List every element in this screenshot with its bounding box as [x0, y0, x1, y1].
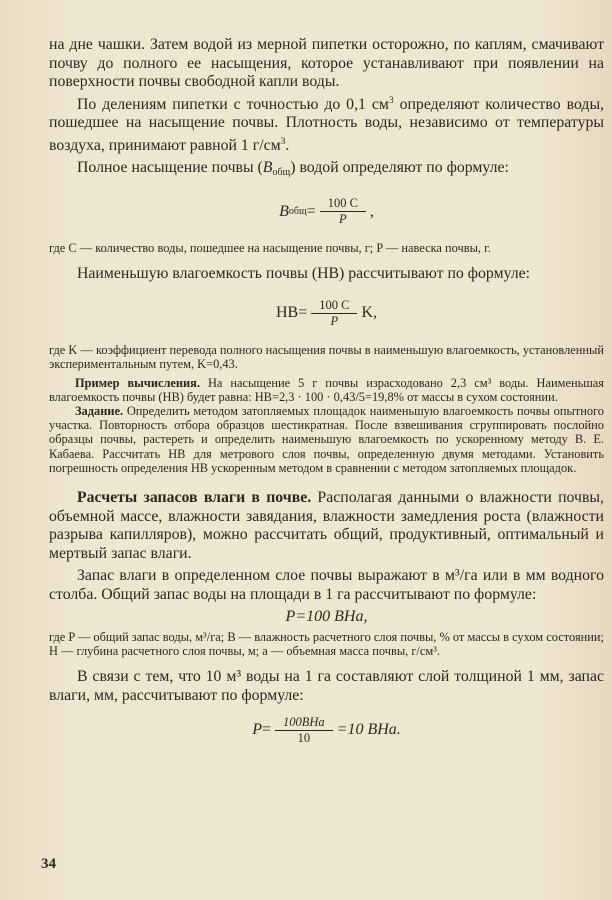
formula-nv — [49, 283, 604, 343]
denominator: P — [330, 313, 339, 328]
task-paragraph — [49, 404, 604, 475]
page-number: 34 — [41, 856, 56, 872]
formula-total-reserve: P=100 BHa, — [285, 608, 368, 626]
formula-equals: = — [306, 202, 316, 220]
formula-tail: K, — [361, 304, 378, 322]
denominator: 10 — [297, 730, 311, 745]
paragraph-full-saturation — [49, 159, 604, 183]
paragraph-pipette — [49, 92, 604, 156]
text: Полное насыщение почвы ( — [77, 159, 263, 176]
numerator: 100BHa — [275, 715, 333, 731]
formula-lhs: НВ — [275, 304, 299, 322]
numerator: 100 C — [311, 298, 357, 314]
where-note-2: где K — коэффициент перевода полного насыщения почвы в наименьшую влагоемкость, установленный экспериментальным путем, K=0,43. — [49, 343, 604, 372]
formula-fraction — [320, 196, 366, 227]
subscript: общ — [272, 167, 291, 178]
task-text: Определить методом затопляемых площадок наименьшую влагоемкость почвы опытного участка. Повторность отбора образцов шестикратная. После взвешивания сгруппировать послойно образцы почвы, растереть и определить наименьшую влагоемкость по ускоренному методу В. Е. Кабаева. Рассчитать НВ для метрового слоя почвы, определенную двумя методами. Установить погрешность определения НВ ускоренным методом в сравнении с методом затопляемых площадок. — [49, 404, 604, 475]
text-line: на дне чашки. Затем водой из мерной пипетки осторожно, по каплям, смачивают почву до полного ее насыщения, которое устанавливают при появлении на поверхности почвы свободной капли воды. — [49, 36, 604, 90]
task-label: Задание. — [75, 404, 124, 419]
formula-fraction — [275, 715, 333, 746]
paragraph-intro — [49, 36, 604, 92]
text: ) водой определяют по формуле: — [290, 159, 509, 176]
formula-subscript: общ — [288, 206, 307, 217]
where-note-3: где P — общий запас воды, м³/га; B — влажность расчетного слоя почвы, % от массы в сухом состоянии; H — глубина расчетного слоя почвы, м; a — объемная масса почвы, г/см³. — [49, 630, 604, 659]
section-moisture-reserves — [49, 489, 604, 563]
denominator: P — [338, 212, 347, 226]
numerator: 100 C — [320, 196, 366, 212]
formula-equals: = — [298, 304, 308, 322]
text-column — [49, 36, 604, 755]
where-note-1: где C — количество воды, пошедшее на насыщение почвы, г; P — навеска почвы, г. — [49, 240, 491, 255]
example-paragraph — [49, 376, 604, 404]
paragraph-mm: В связи с тем, что 10 м³ воды на 1 га составляют слой толщиной 1 мм, запас влаги, мм, рассчитывают по формуле: — [49, 668, 604, 704]
formula-lhs: P — [252, 721, 262, 739]
example-text: На насыщение 5 г почвы израсходовано 2,3 см³ воды. Наименьшая влагоемкость почвы (НВ) будет равна: НВ=2,3 · 100 · 0,43/5=19,8% от массы в сухом состоянии. — [49, 375, 604, 404]
superscript: 3 — [388, 95, 394, 106]
text: . — [285, 136, 290, 154]
formula-tail: =10 BHa. — [336, 721, 401, 739]
variable: B — [262, 159, 273, 176]
section-heading: Расчеты запасов влаги в почве. — [77, 489, 312, 507]
formula-tail: , — [369, 202, 374, 220]
paragraph-nv: Наименьшую влагоемкость почвы (НВ) рассчитывают по формуле: — [77, 264, 531, 282]
section-text: Располагая данными о влажности почвы, объемной массе, влажности завядания, влажности замедления роста (влажности разрыва капилляров), можно рассчитать общий, продуктивный, оптимальный и мертвый запас влаги. — [49, 489, 604, 562]
text: По делениям пипетки с точностью до 0,1 см — [77, 95, 389, 113]
paragraph-reserve: Запас влаги в определенном слое почвы выражают в м³/га или в мм водного столба. Общий запас воды на площади в 1 га рассчитывают по формуле: — [49, 567, 604, 603]
formula-mm — [49, 705, 604, 755]
superscript: 3 — [280, 136, 286, 147]
text: определяют количество воды, пошедшее на насыщение почвы. Плотность воды, независимо от температуры воздуха, принимают равной 1 г/см — [49, 95, 605, 154]
example-label: Пример вычисления. — [75, 375, 200, 390]
formula-lhs: B — [279, 202, 289, 220]
formula-fraction — [311, 298, 357, 329]
formula-full-saturation — [49, 183, 604, 241]
formula-equals: = — [261, 721, 271, 739]
